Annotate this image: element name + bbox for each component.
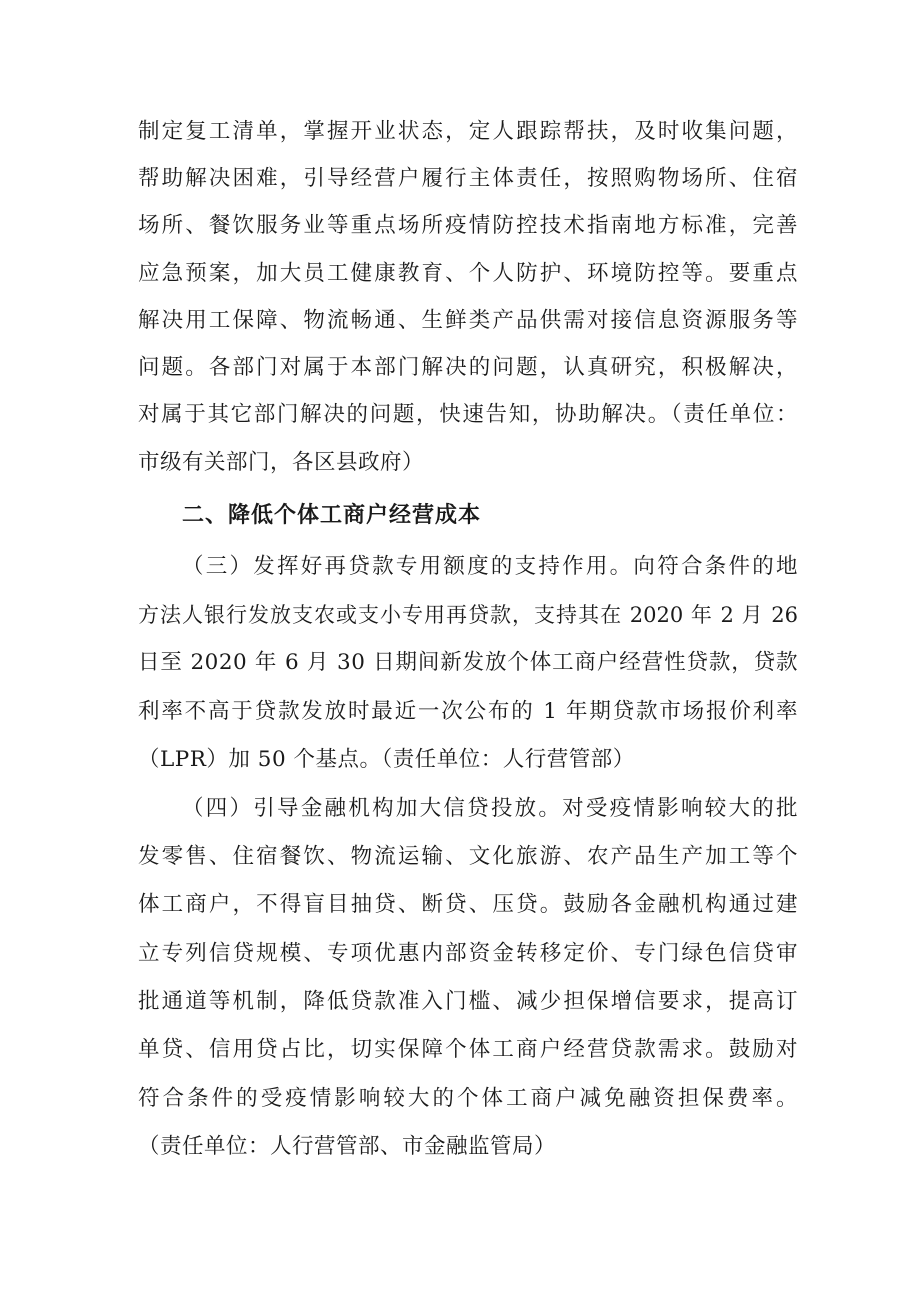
paragraph-line: 制定复工清单，掌握开业状态，定人跟踪帮扶，及时收集问题， <box>138 119 798 144</box>
paragraph-line: （责任单位：人行营管部、市金融监管局） <box>138 1134 557 1159</box>
paragraph-line: 批通道等机制，降低贷款准入门槛、减少担保增信要求，提高订 <box>138 989 798 1014</box>
paragraph-line: 市级有关部门，各区县政府） <box>138 450 425 475</box>
paragraph-line: 体工商户，不得盲目抽贷、断贷、压贷。鼓励各金融机构通过建 <box>138 892 798 917</box>
paragraph-line: 立专列信贷规模、专项优惠内部资金转移定价、专门绿色信贷审 <box>138 941 798 966</box>
paragraph-line: 帮助解决困难，引导经营户履行主体责任，按照购物场所、住宿 <box>138 166 798 191</box>
paragraph-line: 发零售、住宿餐饮、物流运输、文化旅游、农产品生产加工等个 <box>138 844 798 869</box>
paragraph-line: 解决用工保障、物流畅通、生鲜类产品供需对接信息资源服务等 <box>138 308 798 333</box>
paragraph-line: 单贷、信用贷占比，切实保障个体工商户经营贷款需求。鼓励对 <box>138 1037 798 1062</box>
paragraph-line: 日至 2020 年 6 月 30 日期间新发放个体工商户经营性贷款，贷款 <box>138 650 798 675</box>
paragraph-line: 对属于其它部门解决的问题，快速告知，协助解决。（责任单位： <box>138 402 798 427</box>
section-heading: 二、降低个体工商户经营成本 <box>182 503 482 528</box>
paragraph-line: （LPR）加 50 个基点。（责任单位：人行营管部） <box>138 747 635 772</box>
paragraph-line: 利率不高于贷款发放时最近一次公布的 1 年期贷款市场报价利率 <box>138 699 798 724</box>
paragraph-line: （三）发挥好再贷款专用额度的支持作用。向符合条件的地 <box>182 554 798 579</box>
paragraph-line: 方法人银行发放支农或支小专用再贷款，支持其在 2020 年 2 月 26 <box>138 603 798 627</box>
paragraph-line: 符合条件的受疫情影响较大的个体工商户减免融资担保费率。 <box>138 1086 798 1111</box>
paragraph-line: 应急预案，加大员工健康教育、个人防护、环境防控等。要重点 <box>138 261 798 286</box>
paragraph-line: 场所、餐饮服务业等重点场所疫情防控技术指南地方标准，完善 <box>138 213 798 238</box>
paragraph-line: 问题。各部门对属于本部门解决的问题，认真研究，积极解决， <box>138 355 798 380</box>
paragraph-line: （四）引导金融机构加大信贷投放。对受疫情影响较大的批 <box>182 796 798 821</box>
